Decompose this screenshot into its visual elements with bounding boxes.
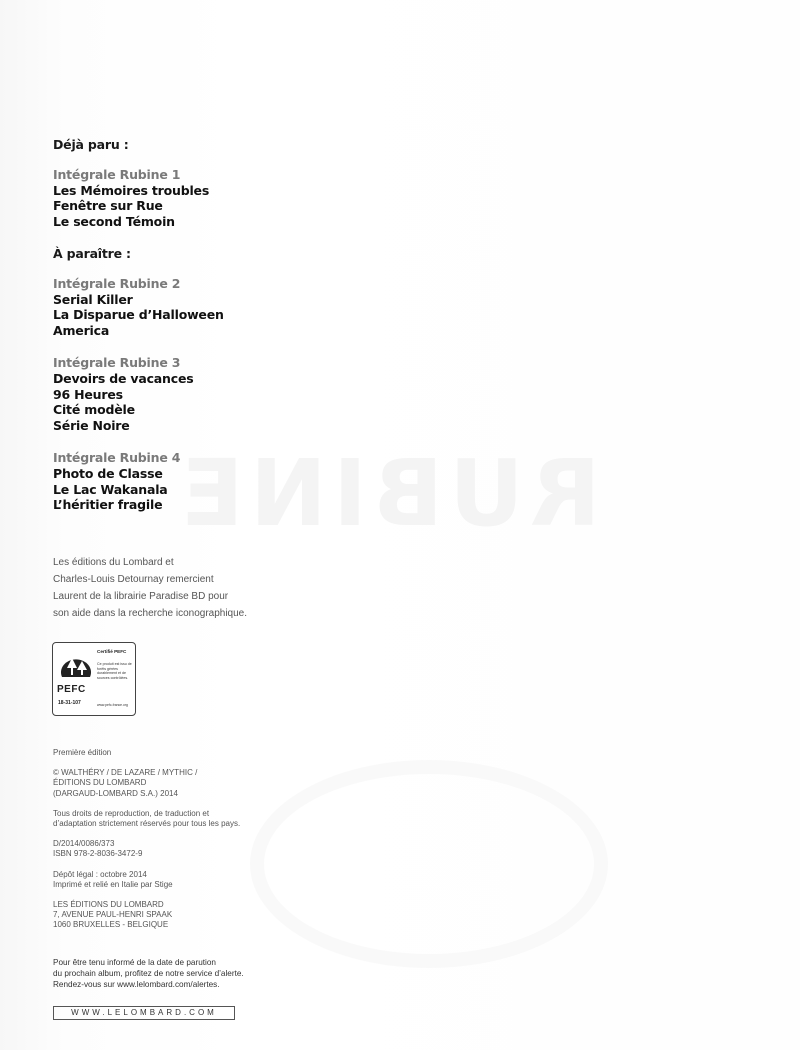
- volume-group-3: [53, 355, 224, 434]
- album-title: La Disparue d’Halloween: [53, 307, 224, 323]
- album-title: Cité modèle: [53, 402, 135, 418]
- album-title: Le second Témoin: [53, 214, 175, 230]
- volume-title: Intégrale Rubine 2: [53, 275, 181, 291]
- printer-line: Imprimé et relié en Italie par Stige: [53, 879, 173, 889]
- alert-line: Pour être tenu informé de la date de parution: [53, 958, 216, 967]
- publisher-address-line: LES ÉDITIONS DU LOMBARD: [53, 900, 164, 910]
- acknowledgement-line: Laurent de la librairie Paradise BD pour: [53, 591, 229, 602]
- book-list: [53, 137, 224, 529]
- pefc-certified: Certifié PEFC: [97, 649, 127, 654]
- album-title: Série Noire: [53, 418, 130, 434]
- alert-line: Rendez-vous sur www.lelombard.com/alertes.: [53, 980, 220, 989]
- copyright-line: © WALTHÉRY / DE LAZARE / MYTHIC /: [53, 768, 198, 778]
- album-title: Le Lac Wakanala: [53, 481, 168, 497]
- upcoming-heading: À paraître :: [53, 245, 131, 261]
- pefc-brand: PEFC: [57, 684, 86, 695]
- album-title: America: [53, 323, 110, 339]
- album-title: L’héritier fragile: [53, 497, 163, 513]
- publisher-address-line: 7, AVENUE PAUL-HENRI SPAAK: [53, 910, 173, 920]
- pefc-code: 18-31-107: [58, 700, 81, 706]
- copyright-line: ÉDITIONS DU LOMBARD: [53, 778, 147, 788]
- pefc-description: Ce produit est issu de forêts gérées durablement et de sources contrôlées.: [97, 662, 132, 680]
- acknowledgement-line: son aide dans la recherche iconographique.: [53, 608, 248, 619]
- volume-group-4: [53, 450, 224, 513]
- album-title: 96 Heures: [53, 386, 123, 402]
- pefc-certification-label: [52, 642, 136, 716]
- pefc-tree-icon: [59, 649, 93, 679]
- acknowledgement-line: Les éditions du Lombard et: [53, 557, 174, 568]
- deposit-date: Dépôt légal : octobre 2014: [53, 869, 147, 879]
- album-title: Photo de Classe: [53, 465, 163, 481]
- volume-title: Intégrale Rubine 4: [53, 449, 181, 465]
- volume-group-2: [53, 276, 224, 339]
- bleed-through-shape: [250, 760, 608, 968]
- edition-line: Première édition: [53, 748, 112, 757]
- legal-notice: [53, 748, 240, 941]
- album-title: Les Mémoires troubles: [53, 182, 210, 198]
- alert-notice: [53, 957, 244, 990]
- album-title: Devoirs de vacances: [53, 370, 194, 386]
- rights-line: d’adaptation strictement réservés pour tous les pays.: [53, 819, 241, 829]
- acknowledgements: [53, 554, 247, 622]
- album-title: Fenêtre sur Rue: [53, 198, 163, 214]
- bleed-through-title: RUBINE: [175, 440, 601, 547]
- alert-line: du prochain album, profitez de notre service d’alerte.: [53, 969, 244, 978]
- isbn: ISBN 978-2-8036-3472-9: [53, 849, 143, 859]
- copyright-line: (DARGAUD-LOMBARD S.A.) 2014: [53, 788, 178, 798]
- volume-group-1: [53, 167, 224, 230]
- volume-title: Intégrale Rubine 1: [53, 166, 181, 182]
- website-link[interactable]: WWW.LELOMBARD.COM: [53, 1006, 235, 1020]
- publisher-address-line: 1060 BRUXELLES - BELGIQUE: [53, 920, 169, 930]
- rights-line: Tous droits de reproduction, de traduction et: [53, 808, 210, 818]
- legal-deposit-number: D/2014/0086/373: [53, 839, 115, 849]
- published-heading: Déjà paru :: [53, 137, 129, 152]
- album-title: Serial Killer: [53, 291, 133, 307]
- acknowledgement-line: Charles-Louis Detournay remercient: [53, 574, 214, 585]
- volume-title: Intégrale Rubine 3: [53, 354, 181, 370]
- pefc-url: www.pefc-france.org: [97, 703, 128, 707]
